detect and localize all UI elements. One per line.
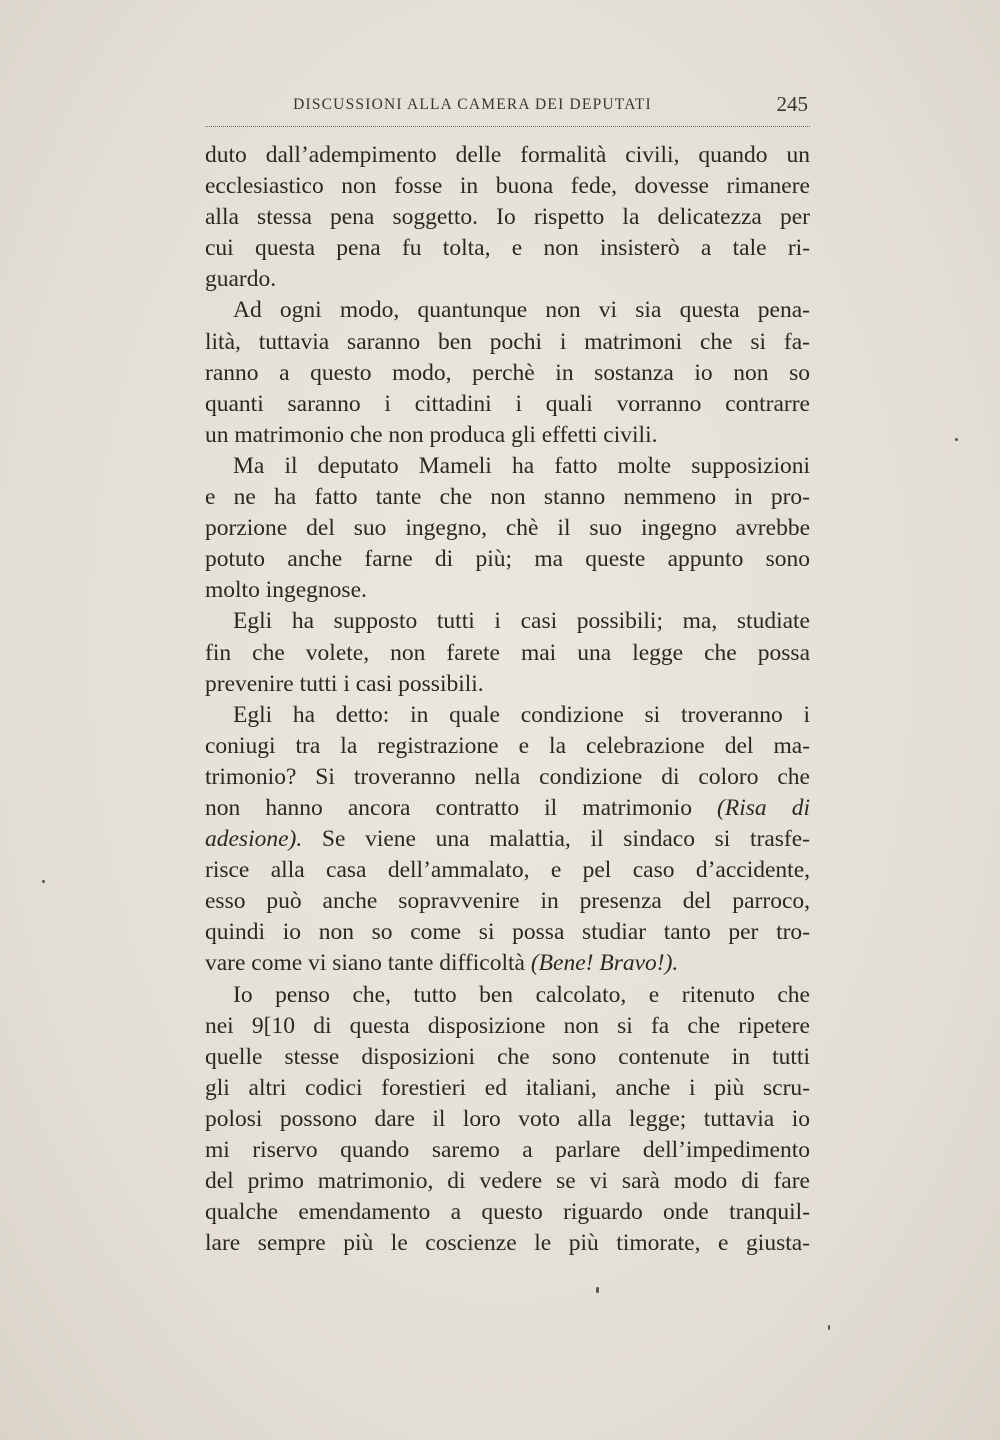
- text-line: esso può anche sopravvenire in presenza del parroco,: [205, 888, 810, 915]
- text-line: quanti saranno i cittadini i quali vorranno contrarre: [205, 390, 810, 417]
- paragraph-start-line: Io penso che, tutto ben calcolato, e ritenuto che: [233, 981, 810, 1008]
- text-line: fin che volete, non farete mai una legge che possa: [205, 639, 810, 666]
- running-header: [205, 92, 810, 127]
- text-line: ranno a questo modo, perchè in sostanza io non so: [205, 359, 810, 386]
- text-line: risce alla casa dell’ammalato, e pel caso d’accidente,: [205, 857, 810, 884]
- text-line: quindi io non so come si possa studiar tanto per tro-: [205, 919, 810, 946]
- text-line: porzione del suo ingegno, chè il suo ingegno avrebbe: [205, 515, 810, 542]
- paper-speck: [596, 1287, 599, 1293]
- text-line: molto ingegnose.: [205, 577, 367, 604]
- text-line: del primo matrimonio, di vedere se vi sarà modo di fare: [205, 1168, 810, 1195]
- text-line: mi riservo quando saremo a parlare dell’impedimento: [205, 1137, 810, 1163]
- text-line: potuto anche farne di più; ma queste appunto sono: [205, 546, 810, 573]
- text-line: cui questa pena fu tolta, e non insisterò a tale ri-: [205, 235, 810, 262]
- text-line: e ne ha fatto tante che non stanno nemmeno in pro-: [205, 484, 810, 511]
- text-line: trimonio? Si troveranno nella condizione di coloro che: [205, 763, 810, 790]
- text-line: alla stessa pena soggetto. Io rispetto la delicatezza per: [205, 204, 810, 231]
- italic-text: (Bene! Bravo!).: [530, 950, 679, 977]
- paper-speck: [955, 438, 958, 441]
- paragraph-start-line: Egli ha supposto tutti i casi possibili; ma, studiate: [233, 608, 810, 635]
- text-line: qualche emendamento a questo riguardo onde tranquil-: [205, 1199, 810, 1226]
- text-line: vare come vi siano tante difficoltà (Bene! Bravo!).: [205, 950, 679, 977]
- italic-text: (Risa di: [717, 794, 811, 821]
- paper-speck: [828, 1325, 830, 1330]
- text-line: adesione). Se viene una malattia, il sindaco si trasfe-: [205, 826, 810, 853]
- text-line: polosi possono dare il loro voto alla legge; tuttavia io: [205, 1105, 810, 1132]
- text-line: nei 9[10 di questa disposizione non si fa che ripetere: [205, 1012, 810, 1039]
- running-title: DISCUSSIONI ALLA CAMERA DEI DEPUTATI: [293, 96, 652, 113]
- paragraph-start-line: Egli ha detto: in quale condizione si troveranno i: [233, 701, 810, 728]
- paragraph-start-line: Ma il deputato Mameli ha fatto molte supposizioni: [233, 452, 810, 479]
- paper-speck: [42, 880, 45, 883]
- text-line: quelle stesse disposizioni che sono contenute in tutti: [205, 1043, 810, 1070]
- text-line: duto dall’adempimento delle formalità civili, quando un: [205, 142, 810, 168]
- text-line: non hanno ancora contratto il matrimonio (Risa di: [205, 794, 811, 821]
- text-line: guardo.: [205, 266, 277, 293]
- text-line: lare sempre più le coscienze le più timorate, e giusta-: [205, 1230, 810, 1257]
- body-text: [205, 140, 810, 1259]
- text-line: lità, tuttavia saranno ben pochi i matrimoni che si fa-: [205, 328, 810, 355]
- text-line: prevenire tutti i casi possibili.: [205, 670, 484, 697]
- text-line: gli altri codici forestieri ed italiani, anche i più scru-: [205, 1074, 810, 1101]
- paragraph-start-line: Ad ogni modo, quantunque non vi sia questa pena-: [233, 297, 810, 324]
- page-number: 245: [776, 92, 808, 116]
- italic-text: adesione).: [205, 826, 303, 853]
- text-line: ecclesiastico non fosse in buona fede, dovesse rimanere: [205, 173, 810, 200]
- text-line: un matrimonio che non produca gli effetti civili.: [205, 421, 658, 448]
- text-line: coniugi tra la registrazione e la celebrazione del ma-: [205, 732, 810, 759]
